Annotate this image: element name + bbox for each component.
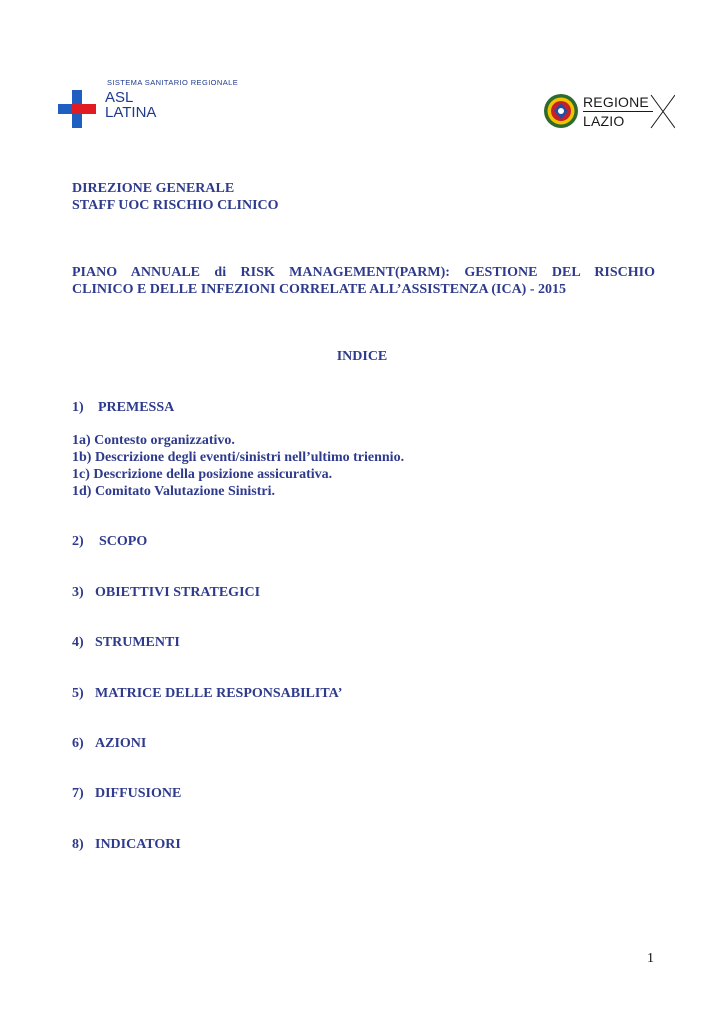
- toc-num-8: 8): [72, 837, 84, 852]
- lazio-name: [583, 94, 649, 129]
- asl-name-line2: LATINA: [105, 104, 157, 121]
- title-text-1: PIANO ANNUALE di RISK MANAGEMENT(PARM): GESTIONE DEL RISCHIO: [72, 265, 655, 280]
- toc-subitem-1c: 1c) Descrizione della posizione assicurativa.: [72, 467, 333, 482]
- toc-num-3: 3): [72, 585, 84, 600]
- toc-subitem-1b: 1b) Descrizione degli eventi/sinistri nell’ultimo triennio.: [72, 450, 405, 465]
- document-title-line2: CLINICO E DELLE INFEZIONI CORRELATE ALL’ASSISTENZA (ICA) - 2015: [72, 282, 567, 297]
- toc-num-2: 2): [72, 534, 84, 549]
- toc-label-premessa: PREMESSA: [98, 400, 175, 415]
- asl-cross-icon: [58, 90, 96, 128]
- toc-label-scopo: SCOPO: [99, 534, 148, 549]
- toc-subitem-1a: 1a) Contesto organizzativo.: [72, 433, 235, 448]
- index-heading: INDICE: [336, 349, 388, 364]
- department-line1: DIREZIONE GENERALE: [72, 181, 235, 196]
- toc-num-5: 5): [72, 686, 84, 701]
- asl-latina-logo: [58, 78, 239, 134]
- toc-label-matrice: MATRICE DELLE RESPONSABILITA’: [95, 686, 343, 701]
- toc-label-azioni: AZIONI: [95, 736, 147, 751]
- toc-num-7: 7): [72, 786, 84, 801]
- toc-num-1: 1): [72, 400, 84, 415]
- toc-num-6: 6): [72, 736, 84, 751]
- lazio-name-line2: LAZIO: [583, 113, 625, 129]
- toc-label-indicatori: INDICATORI: [95, 837, 181, 852]
- toc-subitem-1d: 1d) Comitato Valutazione Sinistri.: [72, 484, 276, 499]
- toc-label-obiettivi: OBIETTIVI STRATEGICI: [95, 585, 261, 600]
- page-number: 1: [647, 951, 654, 966]
- department-line2: STAFF UOC RISCHIO CLINICO: [72, 198, 279, 213]
- asl-name: [105, 90, 156, 120]
- toc-label-diffusione: DIFFUSIONE: [95, 786, 182, 801]
- toc-num-4: 4): [72, 635, 84, 650]
- lazio-emblem-icon: [543, 92, 579, 130]
- regione-lazio-logo: [543, 92, 675, 132]
- lazio-name-line1: REGIONE: [583, 94, 649, 110]
- document-title-line1: [72, 264, 655, 282]
- asl-system-label: SISTEMA SANITARIO REGIONALE: [107, 78, 239, 87]
- toc-label-strumenti: STRUMENTI: [95, 635, 180, 650]
- asl-name-line1: ASL: [105, 89, 134, 106]
